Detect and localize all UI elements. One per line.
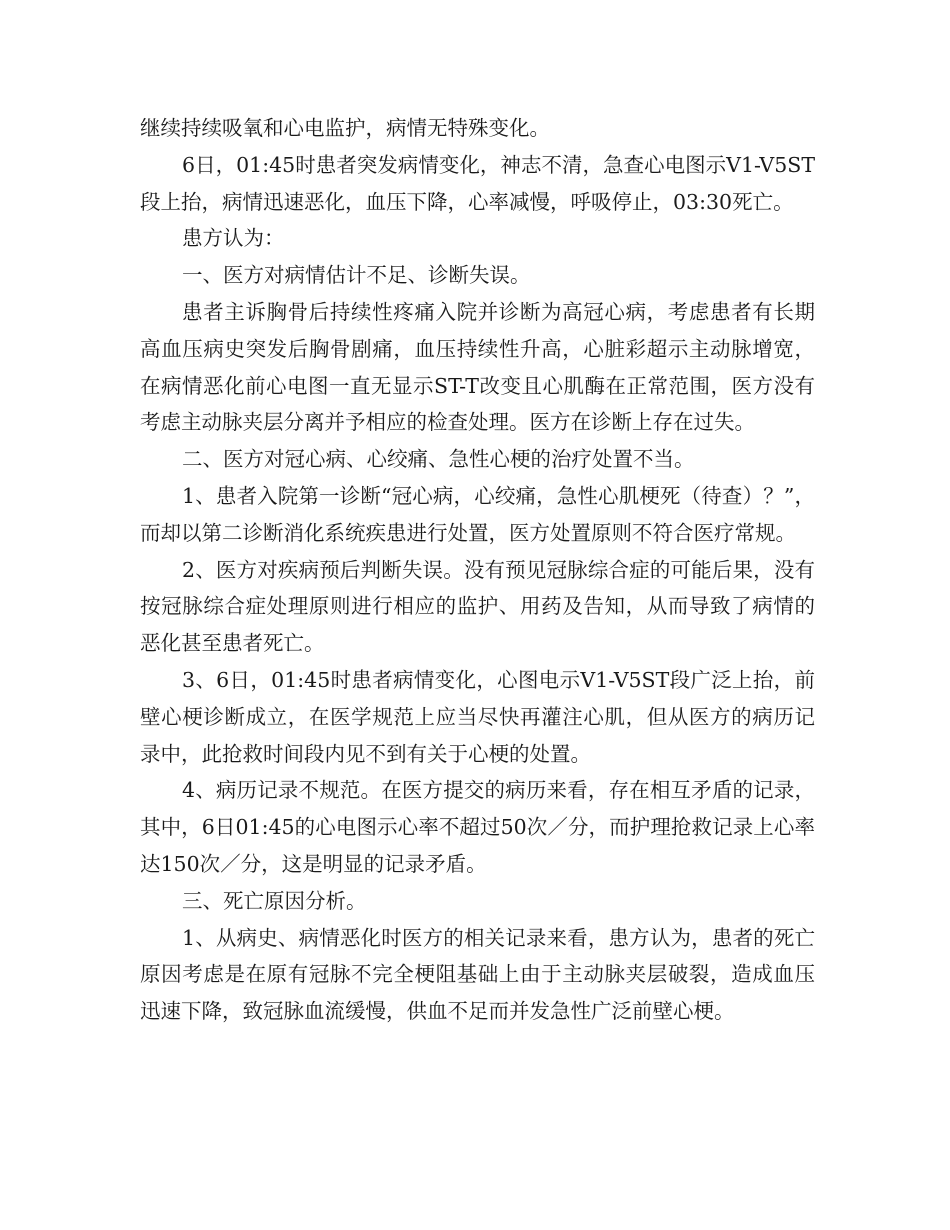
paragraph: 6日，01:45时患者突发病情变化，神志不清，急查心电图示V1-V5ST段上抬，病情迅速恶化，血压下降，心率减慢，呼吸停止，03:30死亡。 xyxy=(140,152,815,214)
paragraph: 3、6日，01:45时患者病情变化，心图电示V1-V5ST段广泛上抬，前壁心梗诊断成立，在医学规范上应当尽快再灌注心肌，但从医方的病历记录中，此抢救时间段内见不到有关于心梗的处置。 xyxy=(140,667,815,766)
section-heading: 一、医方对病情估计不足、诊断失误。 xyxy=(182,263,531,288)
paragraph: 2、医方对疾病预后判断失误。没有预见冠脉综合症的可能后果，没有按冠脉综合症处理原则进行相应的监护、用药及告知，从而导致了病情的恶化甚至患者死亡。 xyxy=(140,557,815,656)
paragraph: 4、病历记录不规范。在医方提交的病历来看，存在相互矛盾的记录，其中，6日01:45的心电图示心率不超过50次／分，而护理抢救记录上心率达150次／分，这是明显的记录矛盾。 xyxy=(140,778,815,876)
paragraph: 1、从病史、病情恶化时医方的相关记录来看，患方认为，患者的死亡原因考虑是在原有冠脉不完全梗阻基础上由于主动脉夹层破裂，造成血压迅速下降，致冠脉血流缓慢，供血不足而并发急性广泛前壁心梗。 xyxy=(140,925,815,1024)
paragraph: 患方认为： xyxy=(182,226,285,251)
paragraph: 1、患者入院第一诊断“冠心病，心绞痛，急性心肌梗死（待查）？”，而却以第二诊断消化系统疾患进行处置，医方处置原则不符合医疗常规。 xyxy=(140,483,815,545)
paragraph: 继续持续吸氧和心电监护，病情无特殊变化。 xyxy=(140,116,550,140)
paragraph: 患者主诉胸骨后持续性疼痛入院并诊断为高冠心病，考虑患者有长期高血压病史突发后胸骨剧痛，血压持续性升高，心脏彩超示主动脉增宽，在病情恶化前心电图一直无显示ST-T改变且心肌酶在正常范围，医方没有考虑主动脉夹层分离并予相应的检查处理。医方在诊断上存在过失。 xyxy=(140,299,815,435)
section-heading: 二、医方对冠心病、心绞痛、急性心梗的治疗处置不当。 xyxy=(182,447,695,472)
section-heading: 三、死亡原因分析。 xyxy=(182,888,367,913)
document-body xyxy=(140,110,815,1030)
